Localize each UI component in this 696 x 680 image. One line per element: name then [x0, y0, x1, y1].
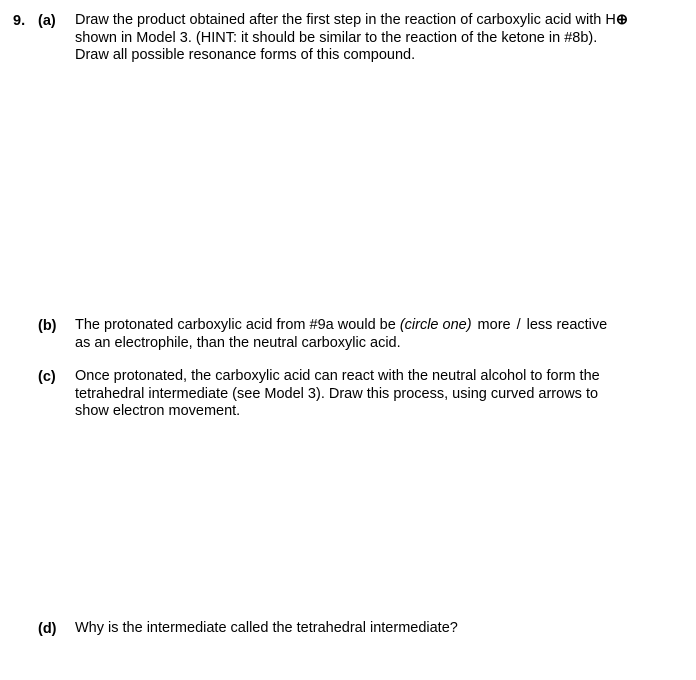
circle-one-instruction: (circle one) — [399, 317, 472, 333]
part-a-line-3: Draw all possible resonance forms of this compound. — [75, 47, 416, 63]
option-more: more — [477, 317, 511, 333]
part-c-line-1: Once protonated, the carboxylic acid can react with the neutral alcohol to form the — [75, 368, 600, 384]
question-part-a — [38, 12, 678, 65]
question-part-b — [38, 317, 678, 352]
part-c-label: (c) — [38, 369, 56, 385]
question-part-d — [38, 620, 678, 638]
part-d-text — [75, 620, 678, 638]
part-c-text — [75, 368, 678, 421]
part-d-label: (d) — [38, 621, 57, 637]
part-a-line-1: Draw the product obtained after the first step in the reaction of carboxylic acid with H⊕ — [75, 12, 628, 28]
part-b-text — [75, 317, 678, 352]
option-separator: / — [516, 317, 521, 333]
positive-charge-symbol: ⊕ — [615, 12, 628, 28]
part-d-line-1: Why is the intermediate called the tetrahedral intermediate? — [75, 620, 458, 636]
question-part-c — [38, 368, 678, 421]
part-a-label: (a) — [38, 13, 56, 29]
option-less: less reactive — [526, 317, 608, 333]
part-c-line-2: tetrahedral intermediate (see Model 3). Draw this process, using curved arrows to — [75, 385, 599, 402]
part-a-line-2: shown in Model 3. (HINT: it should be similar to the reaction of the ketone in #8b). — [75, 29, 598, 46]
part-b-label: (b) — [38, 318, 57, 334]
question-number: 9. — [13, 13, 26, 29]
part-c-line-3: show electron movement. — [75, 403, 241, 419]
part-b-line-1: The protonated carboxylic acid from #9a would be (circle one) more / less reactive — [75, 317, 608, 333]
part-b-line-2: as an electrophile, than the neutral carboxylic acid. — [75, 334, 401, 351]
part-a-text — [75, 12, 678, 65]
